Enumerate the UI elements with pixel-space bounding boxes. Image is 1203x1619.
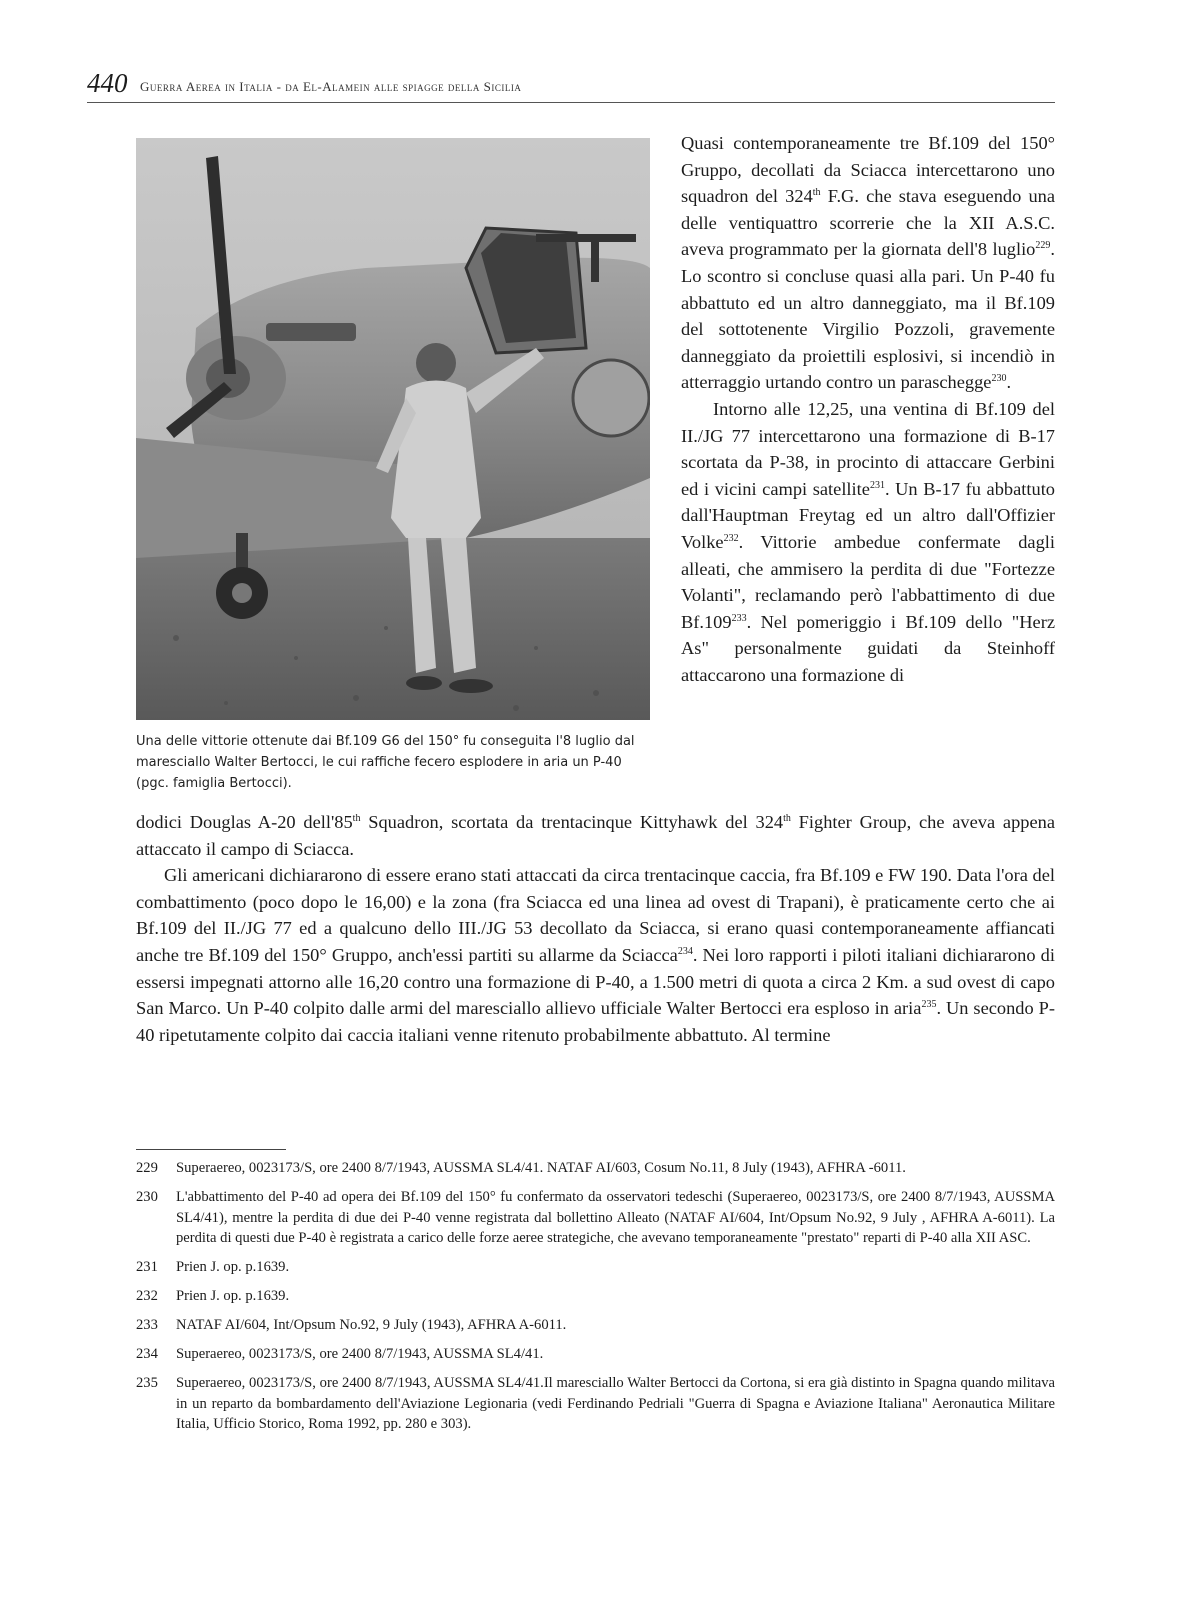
footnote-number: 233: [136, 1317, 158, 1333]
footnote-ref: 234: [677, 945, 693, 957]
footnote: [136, 1257, 1055, 1278]
page-header: [87, 68, 1055, 103]
footnote-text: NATAF AI/604, Int/Opsum No.92, 9 July (1943), AFHRA A-6011.: [176, 1317, 567, 1333]
superscript: th: [783, 812, 791, 824]
footnote-text: Superaereo, 0023173/S, ore 2400 8/7/1943, AUSSMA SL4/41.Il maresciallo Walter Bertocci da Cortona, si era già distinto in Spagna quando militava in un reparto da bombardamento dell'Aviazione Legionaria (vedi Ferdinando Pedriali "Guerra di Spagna e Aviazione Italiana" Aeronautica Militare Italia, Ufficio Storico, Roma 1992, pp. 280 e 303).: [176, 1375, 1055, 1432]
photo-illustration: [136, 138, 650, 720]
footnote: [136, 1187, 1055, 1249]
footnote-text: L'abbattimento del P-40 ad opera dei Bf.109 del 150° fu confermato da osservatori tedeschi (Superaereo, 0023173/S, ore 2400 8/7/1943, AUSSMA SL4/41), mentre la perdita di due dei P-40 venne registrata dal bollettino Alleato (NATAF AI/604, Int/Opsum No.92, 9 July , AFHRA A-6011). La perdita di questi due P-40 è registrata a carico delle forze aeree strategiche, che avevano temporaneamente "prestato" reparti di P-40 alla XII ASC.: [176, 1189, 1055, 1246]
footnote: [136, 1286, 1055, 1307]
paragraph: Gli americani dichiararono di essere erano stati attaccati da circa trentacinque caccia, fra Bf.109 e FW 190. Data l'ora del combattimento (poco dopo le 16,00) e la zona (fra Sciacca ed una linea ad ovest di Trapani), è praticamente certo che ai Bf.109 del II./JG 77 ed a qualcuno dello III./JG 53 decollato da Sciacca, si erano quasi contemporaneamente affiancati anche tre Bf.109 del 150° Gruppo, anch'essi partiti su allarme da Sciacca$^{234}$. Nei loro rapporti i piloti italiani dichiararono di essersi impegnati attorno alle 16,20 contro una formazione di P-40, a 1.500 metri di quota a circa 2 Km. a sud ovest di capo San Marco. Un P-40 colpito dalle armi del maresciallo allievo ufficiale Walter Bertocci era esploso in aria$^{235}$. Un secondo P-40 ripetutamente colpito dai caccia italiani venne ritenuto probabilmente abbattuto. Al termine: [136, 865, 1055, 1045]
footnote: [136, 1158, 1055, 1179]
footnote-number: 230: [136, 1189, 158, 1205]
footnote: [136, 1344, 1055, 1365]
footnote-number: 232: [136, 1288, 158, 1304]
footnote-number: 229: [136, 1160, 158, 1176]
paragraph: Intorno alle 12,25, una ventina di Bf.109 del II./JG 77 intercettarono una formazione di B-17 scortata da P-38, in procinto di attaccare Gerbini ed i vicini campi satellite$^{231}$. Un B-17 fu abbattuto dall'Hauptman Freytag ed un altro dall'Offizier Volke$^{232}$. Vittorie ambedue confermate dagli alleati, che ammisero la perdita di due "Fortezze Volanti", reclamando però l'abbattimento di due Bf.109$^{233}$. Nel pomeriggio i Bf.109 dello "Herz As" personalmente guidati da Steinhoff attaccarono una formazione di: [681, 398, 1055, 685]
column-text: [681, 130, 1055, 688]
footnote-ref: 231: [869, 479, 885, 491]
footnote-ref: 230: [991, 373, 1007, 385]
paragraph: Quasi contemporaneamente tre Bf.109 del 150° Gruppo, decollati da Sciacca intercettarono uno squadron del 324th F.G. che stava eseguendo una delle ventiquattro scorrerie che la XII A.S.C. aveva programmato per la giornata dell'8 luglio$^{229}$. Lo scontro si concluse quasi alla pari. Un P-40 fu abbattuto ed un altro danneggiato, ma il Bf.109 del sottotenente Virgilio Pozzoli, gravemente danneggiato da proiettili esplosivi, si incendiò in atterraggio urtando contro un paraschegge$^{230}$.: [681, 133, 1056, 393]
footnotes: [136, 1158, 1055, 1443]
footnote-text: Superaereo, 0023173/S, ore 2400 8/7/1943, AUSSMA SL4/41.: [176, 1346, 544, 1362]
footnote-number: 231: [136, 1259, 158, 1275]
footnote: [136, 1315, 1055, 1336]
footnote-divider: [136, 1149, 286, 1150]
superscript: th: [812, 187, 821, 199]
footnote: [136, 1373, 1055, 1435]
footnote-text: Prien J. op. p.1639.: [176, 1259, 290, 1275]
footnote-ref: 232: [723, 532, 739, 544]
photo-bf109-pilot: [136, 138, 650, 720]
footnote-ref: 229: [1035, 240, 1051, 252]
paragraph: dodici Douglas A-20 dell'85th Squadron, scortata da trentacinque Kittyhawk del 324th Fighter Group, che aveva appena attaccato il campo di Sciacca.: [136, 812, 1055, 859]
footnote-ref: 235: [921, 999, 937, 1011]
figure-caption: Una delle vittorie ottenute dai Bf.109 G6 del 150° fu conseguita l'8 luglio dal maresciallo Walter Bertocci, le cui raffiche fecero esplodere in aria un P-40 (pgc. famiglia Bertocci).: [136, 734, 635, 791]
page-number: 440: [87, 68, 128, 98]
superscript: th: [352, 812, 361, 824]
footnote-number: 235: [136, 1375, 158, 1391]
full-width-text: [136, 809, 1055, 1048]
footnote-number: 234: [136, 1346, 158, 1362]
footnote-text: Prien J. op. p.1639.: [176, 1288, 290, 1304]
footnote-text: Superaereo, 0023173/S, ore 2400 8/7/1943, AUSSMA SL4/41. NATAF AI/603, Cosum No.11, 8 July (1943), AFHRA -6011.: [176, 1160, 906, 1176]
footnote-ref: 233: [731, 612, 747, 624]
running-title: Guerra Aerea in Italia - da El-Alamein alle spiagge della Sicilia: [140, 79, 522, 94]
